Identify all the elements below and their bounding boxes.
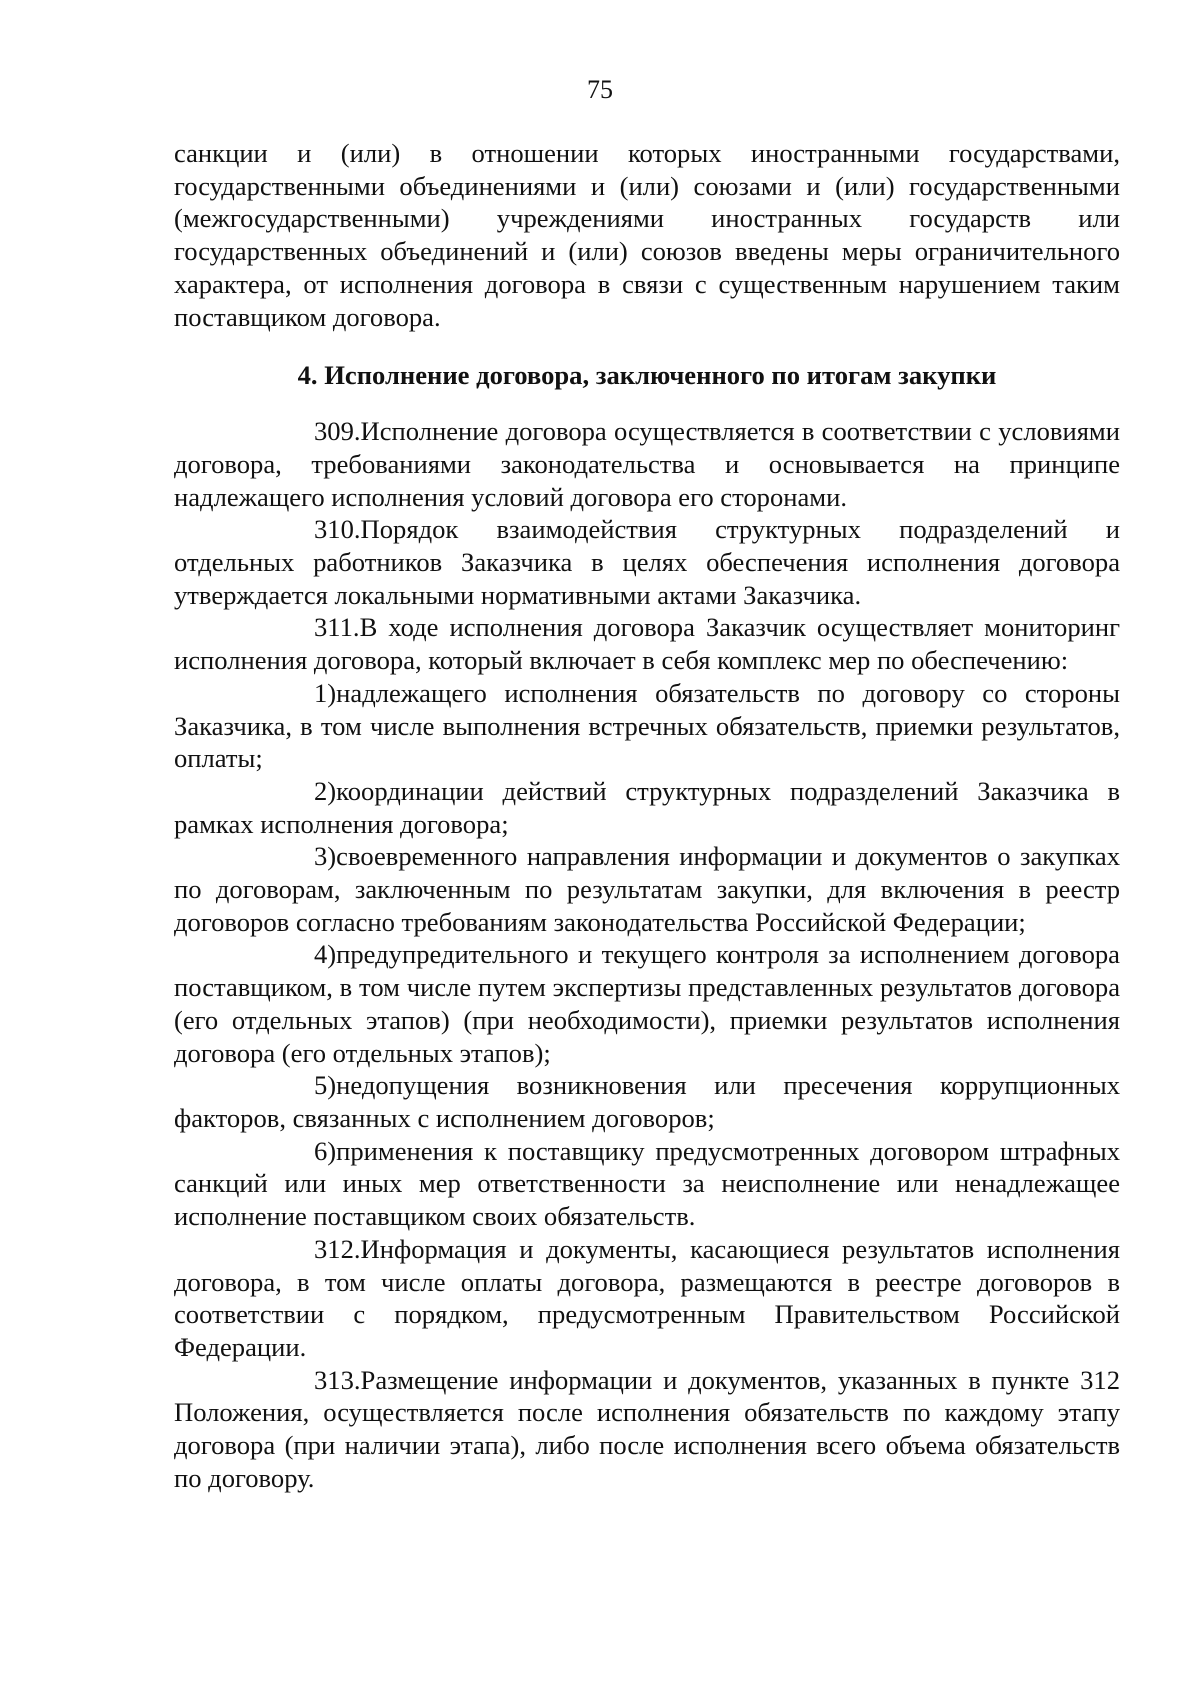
subitem-number: 2) [314, 775, 337, 806]
point-number: 311. [314, 612, 360, 643]
subitem-number: 6) [314, 1135, 337, 1166]
subitem-text: своевременного направления информации и документов о закупках по договорам, заключенным по результатам закупки, для включения в реестр договоров согласно требованиям законодательства Российской Федерации; [174, 841, 1120, 937]
subitem-text: применения к поставщику предусмотренных договором штрафных санкций или иных мер ответственности за неисполнение или ненадлежащее исполнение поставщиком своих обязательств. [174, 1135, 1120, 1232]
point-310 [174, 513, 1120, 611]
point-311 [174, 611, 1120, 676]
point-text: В ходе исполнения договора Заказчик осуществляет мониторинг исполнения договора, который включает в себя комплекс мер по обеспечению: [174, 612, 1120, 676]
point-number: 309. [314, 416, 361, 447]
subitem-number: 4) [314, 939, 337, 970]
point-text: Размещение информации и документов, указанных в пункте 312 Положения, осуществляется после исполнения обязательств по каждому этапу договора (при наличии этапа), либо после исполнения всего объема обязательств по договору. [174, 1364, 1120, 1493]
subitem-text: предупредительного и текущего контроля за исполнением договора поставщиком, в том числе путем экспертизы представленных результатов договора (его отдельных этапов) (при необходимости), приемки результатов исполнения договора (его отдельных этапов); [174, 939, 1120, 1068]
point-text: Порядок взаимодействия структурных подразделений и отдельных работников Заказчика в целях обеспечения исполнения договора утверждается локальными нормативными актами Заказчика. [174, 514, 1120, 610]
subitem-2 [174, 775, 1120, 840]
point-text: Исполнение договора осуществляется в соответствии с условиями договора, требованиями законодательства и основывается на принципе надлежащего исполнения условий договора его сторонами. [174, 416, 1120, 512]
subitem-number: 5) [314, 1070, 337, 1101]
subitem-text: координации действий структурных подразделений Заказчика в рамках исполнения договора; [174, 775, 1120, 839]
subitem-number: 1) [314, 677, 337, 708]
subitem-3 [174, 840, 1120, 938]
page-number: 75 [587, 75, 613, 104]
point-number: 313. [314, 1364, 361, 1395]
point-309 [174, 415, 1120, 513]
subitem-4 [174, 938, 1120, 1069]
point-313 [174, 1364, 1120, 1495]
document-body [174, 137, 1120, 1494]
point-number: 312. [314, 1233, 361, 1264]
point-312 [174, 1233, 1120, 1364]
subitem-text: недопущения возникновения или пресечения коррупционных факторов, связанных с исполнением договоров; [174, 1070, 1120, 1133]
point-number: 310. [314, 514, 361, 545]
subitem-6 [174, 1135, 1120, 1233]
intro-paragraph: санкции и (или) в отношении которых иностранными государствами, государственными объединениями и (или) союзами и (или) государственными (межгосударственными) учреждениями иностранных государств или государственных объединений и (или) союзов введены меры ограничительного характера, от исполнения договора в связи с существенным нарушением таким поставщиком договора. [174, 138, 1120, 332]
section-heading: 4. Исполнение договора, заключенного по итогам закупки [297, 360, 997, 391]
point-text: Информация и документы, касающиеся результатов исполнения договора, в том числе оплаты договора, размещаются в реестре договоров в соответствии с порядком, предусмотренным Правительством Российской Федерации. [174, 1233, 1120, 1362]
subitem-5 [174, 1069, 1120, 1134]
subitem-1 [174, 677, 1120, 775]
subitem-number: 3) [314, 841, 337, 872]
subitem-text: надлежащего исполнения обязательств по договору со стороны Заказчика, в том числе выполнения встречных обязательств, приемки результатов, оплаты; [174, 677, 1120, 774]
